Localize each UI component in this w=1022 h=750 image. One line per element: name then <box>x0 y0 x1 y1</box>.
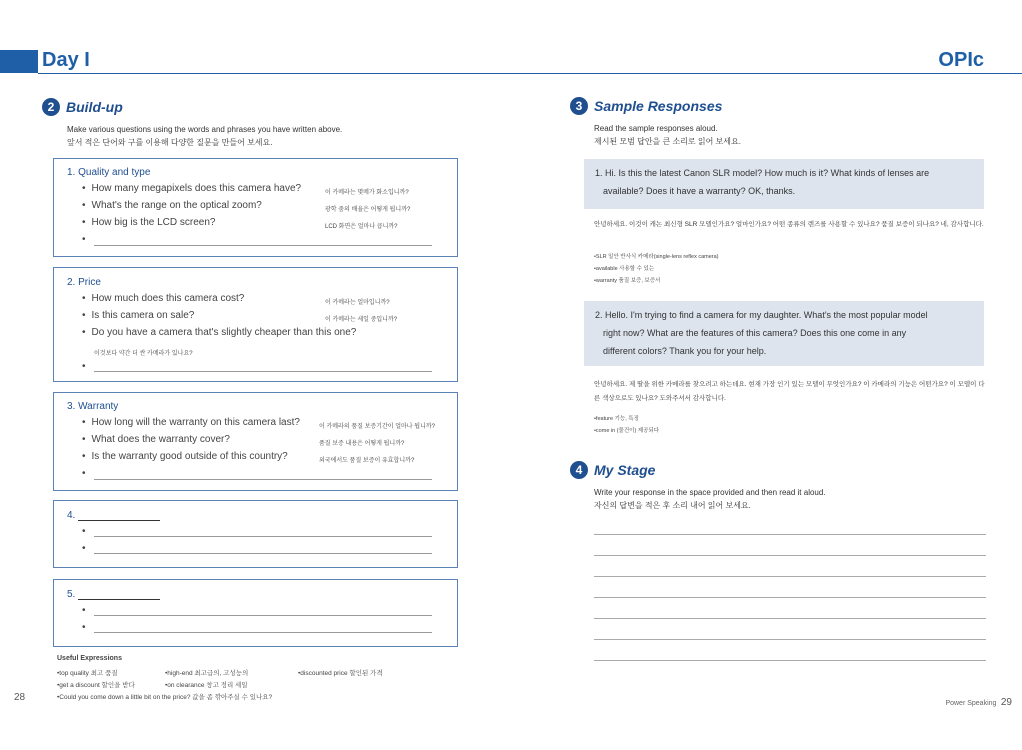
response-line: available? Does it have a warranty? OK, thanks. <box>603 186 796 196</box>
title-blank-line[interactable] <box>78 511 160 521</box>
writing-line[interactable] <box>594 555 986 556</box>
useful-expression: •Could you come down a little bit on the price? 값을 좀 깎아주실 수 있나요? <box>57 694 273 701</box>
question-item: • Is this camera on sale? <box>82 310 195 321</box>
section-number-badge: 4 <box>570 461 588 479</box>
question-item: • How big is the LCD screen? <box>82 217 216 228</box>
section-title: Build-up <box>66 99 123 115</box>
useful-expressions-title: Useful Expressions <box>57 655 122 662</box>
box-title: 2. Price <box>67 277 101 288</box>
writing-line[interactable] <box>594 597 986 598</box>
answer-line[interactable] <box>94 371 432 372</box>
answer-line[interactable] <box>94 536 432 537</box>
section-title: Sample Responses <box>594 98 723 114</box>
section-number-badge: 2 <box>42 98 60 116</box>
sample-responses-instructions <box>594 122 741 148</box>
question-item: • How many megapixels does this camera have? <box>82 183 302 194</box>
header-rule <box>38 73 1022 74</box>
question-item: • What does the warranty cover? <box>82 434 230 445</box>
vocab-item: •come in (물건이) 제공되다 <box>594 428 660 434</box>
korean-translation: 품질 보증 내용은 어떻게 됩니까? <box>319 441 405 447</box>
question-item: • How long will the warranty on this camera last? <box>82 417 300 428</box>
vocab-item: •available 사용할 수 있는 <box>594 266 655 272</box>
section-my-stage-heading <box>570 461 655 479</box>
build-up-instructions <box>67 123 342 149</box>
section-title: My Stage <box>594 462 656 478</box>
writing-line[interactable] <box>594 534 986 535</box>
answer-line[interactable] <box>94 245 432 246</box>
instruction-ko: 자신의 답변을 적은 후 소리 내어 읽어 보세요. <box>594 501 751 510</box>
answer-line[interactable] <box>94 479 432 480</box>
footer-brand: Power Speaking <box>945 700 997 707</box>
instruction-ko: 제시된 모범 답안을 큰 소리로 읽어 보세요. <box>594 137 741 146</box>
writing-line[interactable] <box>594 639 986 640</box>
brand-title: OPIc <box>938 49 984 71</box>
question-item: • Do you have a camera that's slightly cheaper than this one? <box>82 327 357 338</box>
useful-expression: •discounted price 할인된 가격 <box>298 670 383 677</box>
page-number-right: 29 <box>1000 697 1012 708</box>
korean-translation-1: 안녕하세요. 이것이 캐논 최신형 SLR 모델인가요? 얼마인가요? 어떤 종류의 렌즈를 사용할 수 있나요? 품질 보증이 되나요? 네, 감사합니다. <box>594 221 984 228</box>
header-accent-block <box>0 50 38 73</box>
instruction-ko: 앞서 적은 단어와 구를 이용해 다양한 질문을 만들어 보세요. <box>67 138 273 147</box>
box-title: 1. Quality and type <box>67 167 151 178</box>
question-box-4 <box>53 500 458 568</box>
korean-translation: 이 카메라는 얼마입니까? <box>325 300 390 306</box>
sample-response-2 <box>584 301 984 366</box>
blank-bullet: • <box>82 543 86 554</box>
response-line: 1. Hi. Is this the latest Canon SLR model? How much is it? What kinds of lenses are <box>595 168 930 178</box>
useful-expression: •on clearance 창고 정리 세일 <box>165 682 248 689</box>
blank-bullet: • <box>82 622 86 633</box>
instruction-en: Write your response in the space provided and then read it aloud. <box>594 488 826 497</box>
box-title: 5. <box>67 589 160 600</box>
answer-line[interactable] <box>94 615 432 616</box>
useful-expression: •get a discount 할인을 받다 <box>57 682 135 689</box>
question-box-price <box>53 267 458 382</box>
useful-expression: •top quality 최고 품질 <box>57 670 118 677</box>
vocab-item: •feature 기능, 특징 <box>594 416 639 422</box>
writing-line[interactable] <box>594 660 986 661</box>
section-build-up-heading <box>42 98 123 116</box>
vocab-item: •SLR 일안 반사식 카메라(single-lens reflex camera) <box>594 254 719 260</box>
sample-response-1 <box>584 159 984 209</box>
korean-translation: 이것보다 약간 더 싼 카메라가 있나요? <box>94 351 193 357</box>
my-stage-instructions <box>594 486 826 512</box>
blank-bullet: • <box>82 468 86 479</box>
response-line: 2. Hello. I'm trying to find a camera for my daughter. What's the most popular model <box>595 310 928 320</box>
question-item: • What's the range on the optical zoom? <box>82 200 262 211</box>
instruction-en: Make various questions using the words and phrases you have written above. <box>67 125 343 134</box>
instruction-en: Read the sample responses aloud. <box>594 124 718 133</box>
section-sample-responses-heading <box>570 97 722 115</box>
answer-line[interactable] <box>94 553 432 554</box>
title-blank-line[interactable] <box>78 590 160 600</box>
korean-translation: 광학 줌의 배율은 어떻게 됩니까? <box>325 207 411 213</box>
day-title: Day I <box>42 49 90 71</box>
blank-bullet: • <box>82 526 86 537</box>
section-number-badge: 3 <box>570 97 588 115</box>
writing-line[interactable] <box>594 576 986 577</box>
question-box-quality <box>53 158 458 257</box>
question-box-5 <box>53 579 458 647</box>
korean-translation: 외국에서도 품질 보증이 유효합니까? <box>319 458 415 464</box>
blank-bullet: • <box>82 234 86 245</box>
vocab-item: •warranty 품질 보증, 보증서 <box>594 278 661 284</box>
page-number-left: 28 <box>14 692 26 703</box>
footer-right <box>945 692 1012 710</box>
korean-translation: 이 카메라의 품질 보증기간이 얼마나 됩니까? <box>319 424 436 430</box>
korean-translation: 이 카메라는 세일 중입니까? <box>325 317 398 323</box>
answer-line[interactable] <box>94 632 432 633</box>
box-title: 4. <box>67 510 160 521</box>
korean-translation: 이 카메라는 몇메가 화소입니까? <box>325 190 409 196</box>
blank-bullet: • <box>82 361 86 372</box>
question-box-warranty <box>53 392 458 491</box>
useful-expression: •high-end 최고급의, 고성능의 <box>165 670 249 677</box>
response-line: different colors? Thank you for your help. <box>603 346 767 356</box>
question-item: • Is the warranty good outside of this country? <box>82 451 288 462</box>
korean-translation: LCD 화면은 얼마나 큽니까? <box>325 224 398 230</box>
korean-translation-2: 안녕하세요. 제 딸을 위한 카메라를 찾으려고 하는데요. 현재 가장 인기 있는 모델이 무엇인가요? 이 카메라의 기능은 어떤가요? 이 모델이 다른 색상으로도 있나요? 도와주셔서 감사합니다. <box>594 381 985 402</box>
box-title: 3. Warranty <box>67 401 119 412</box>
writing-line[interactable] <box>594 618 986 619</box>
response-line: right now? What are the features of this camera? Does this one come in any <box>603 328 907 338</box>
question-item: • How much does this camera cost? <box>82 293 245 304</box>
blank-bullet: • <box>82 605 86 616</box>
